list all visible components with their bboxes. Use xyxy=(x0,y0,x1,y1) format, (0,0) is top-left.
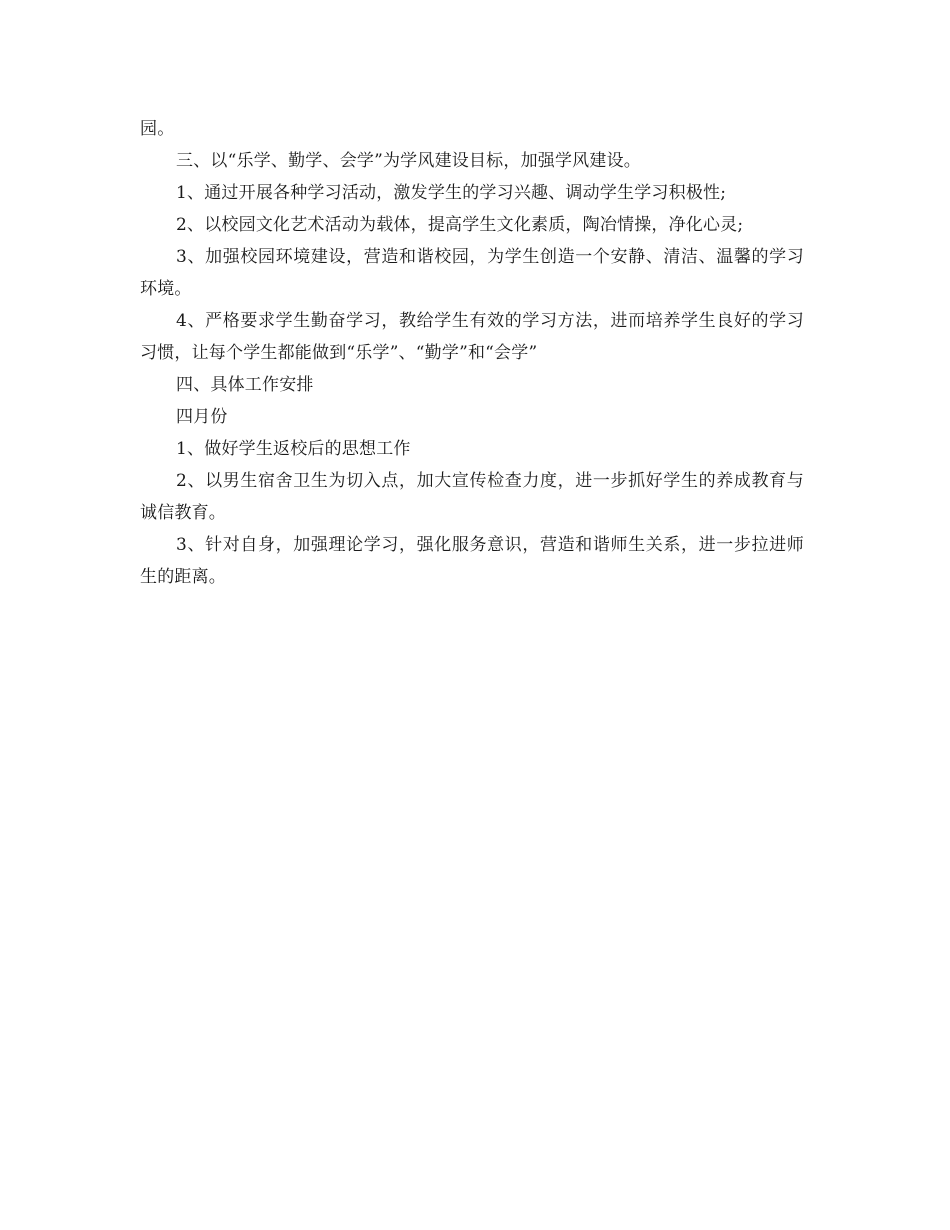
subheading-april: 四月份 xyxy=(176,407,228,427)
paragraph-continuation: 园。 xyxy=(140,119,175,139)
april-item-3: 3、针对自身，加强理论学习，强化服务意识，营造和谐师生关系，进一步拉进师生的距离。 xyxy=(140,535,804,587)
document-body xyxy=(140,113,804,593)
section-heading-four: 四、具体工作安排 xyxy=(176,375,314,395)
list-item-2: 2、以校园文化艺术活动为载体，提高学生文化素质，陶冶情操，净化心灵; xyxy=(176,215,744,235)
list-item-3: 3、加强校园环境建设，营造和谐校园，为学生创造一个安静、清洁、温馨的学习环境。 xyxy=(140,247,804,299)
list-item-4: 4、严格要求学生勤奋学习，教给学生有效的学习方法，进而培养学生良好的学习习惯，让每个学生都能做到“乐学”、“勤学”和“会学” xyxy=(140,311,804,363)
list-item-1: 1、通过开展各种学习活动，激发学生的学习兴趣、调动学生学习积极性; xyxy=(176,183,727,203)
april-item-1: 1、做好学生返校后的思想工作 xyxy=(176,439,411,459)
section-heading-three: 三、以“乐学、勤学、会学”为学风建设目标，加强学风建设。 xyxy=(176,151,641,171)
april-item-2: 2、以男生宿舍卫生为切入点，加大宣传检查力度，进一步抓好学生的养成教育与诚信教育。 xyxy=(140,471,804,523)
